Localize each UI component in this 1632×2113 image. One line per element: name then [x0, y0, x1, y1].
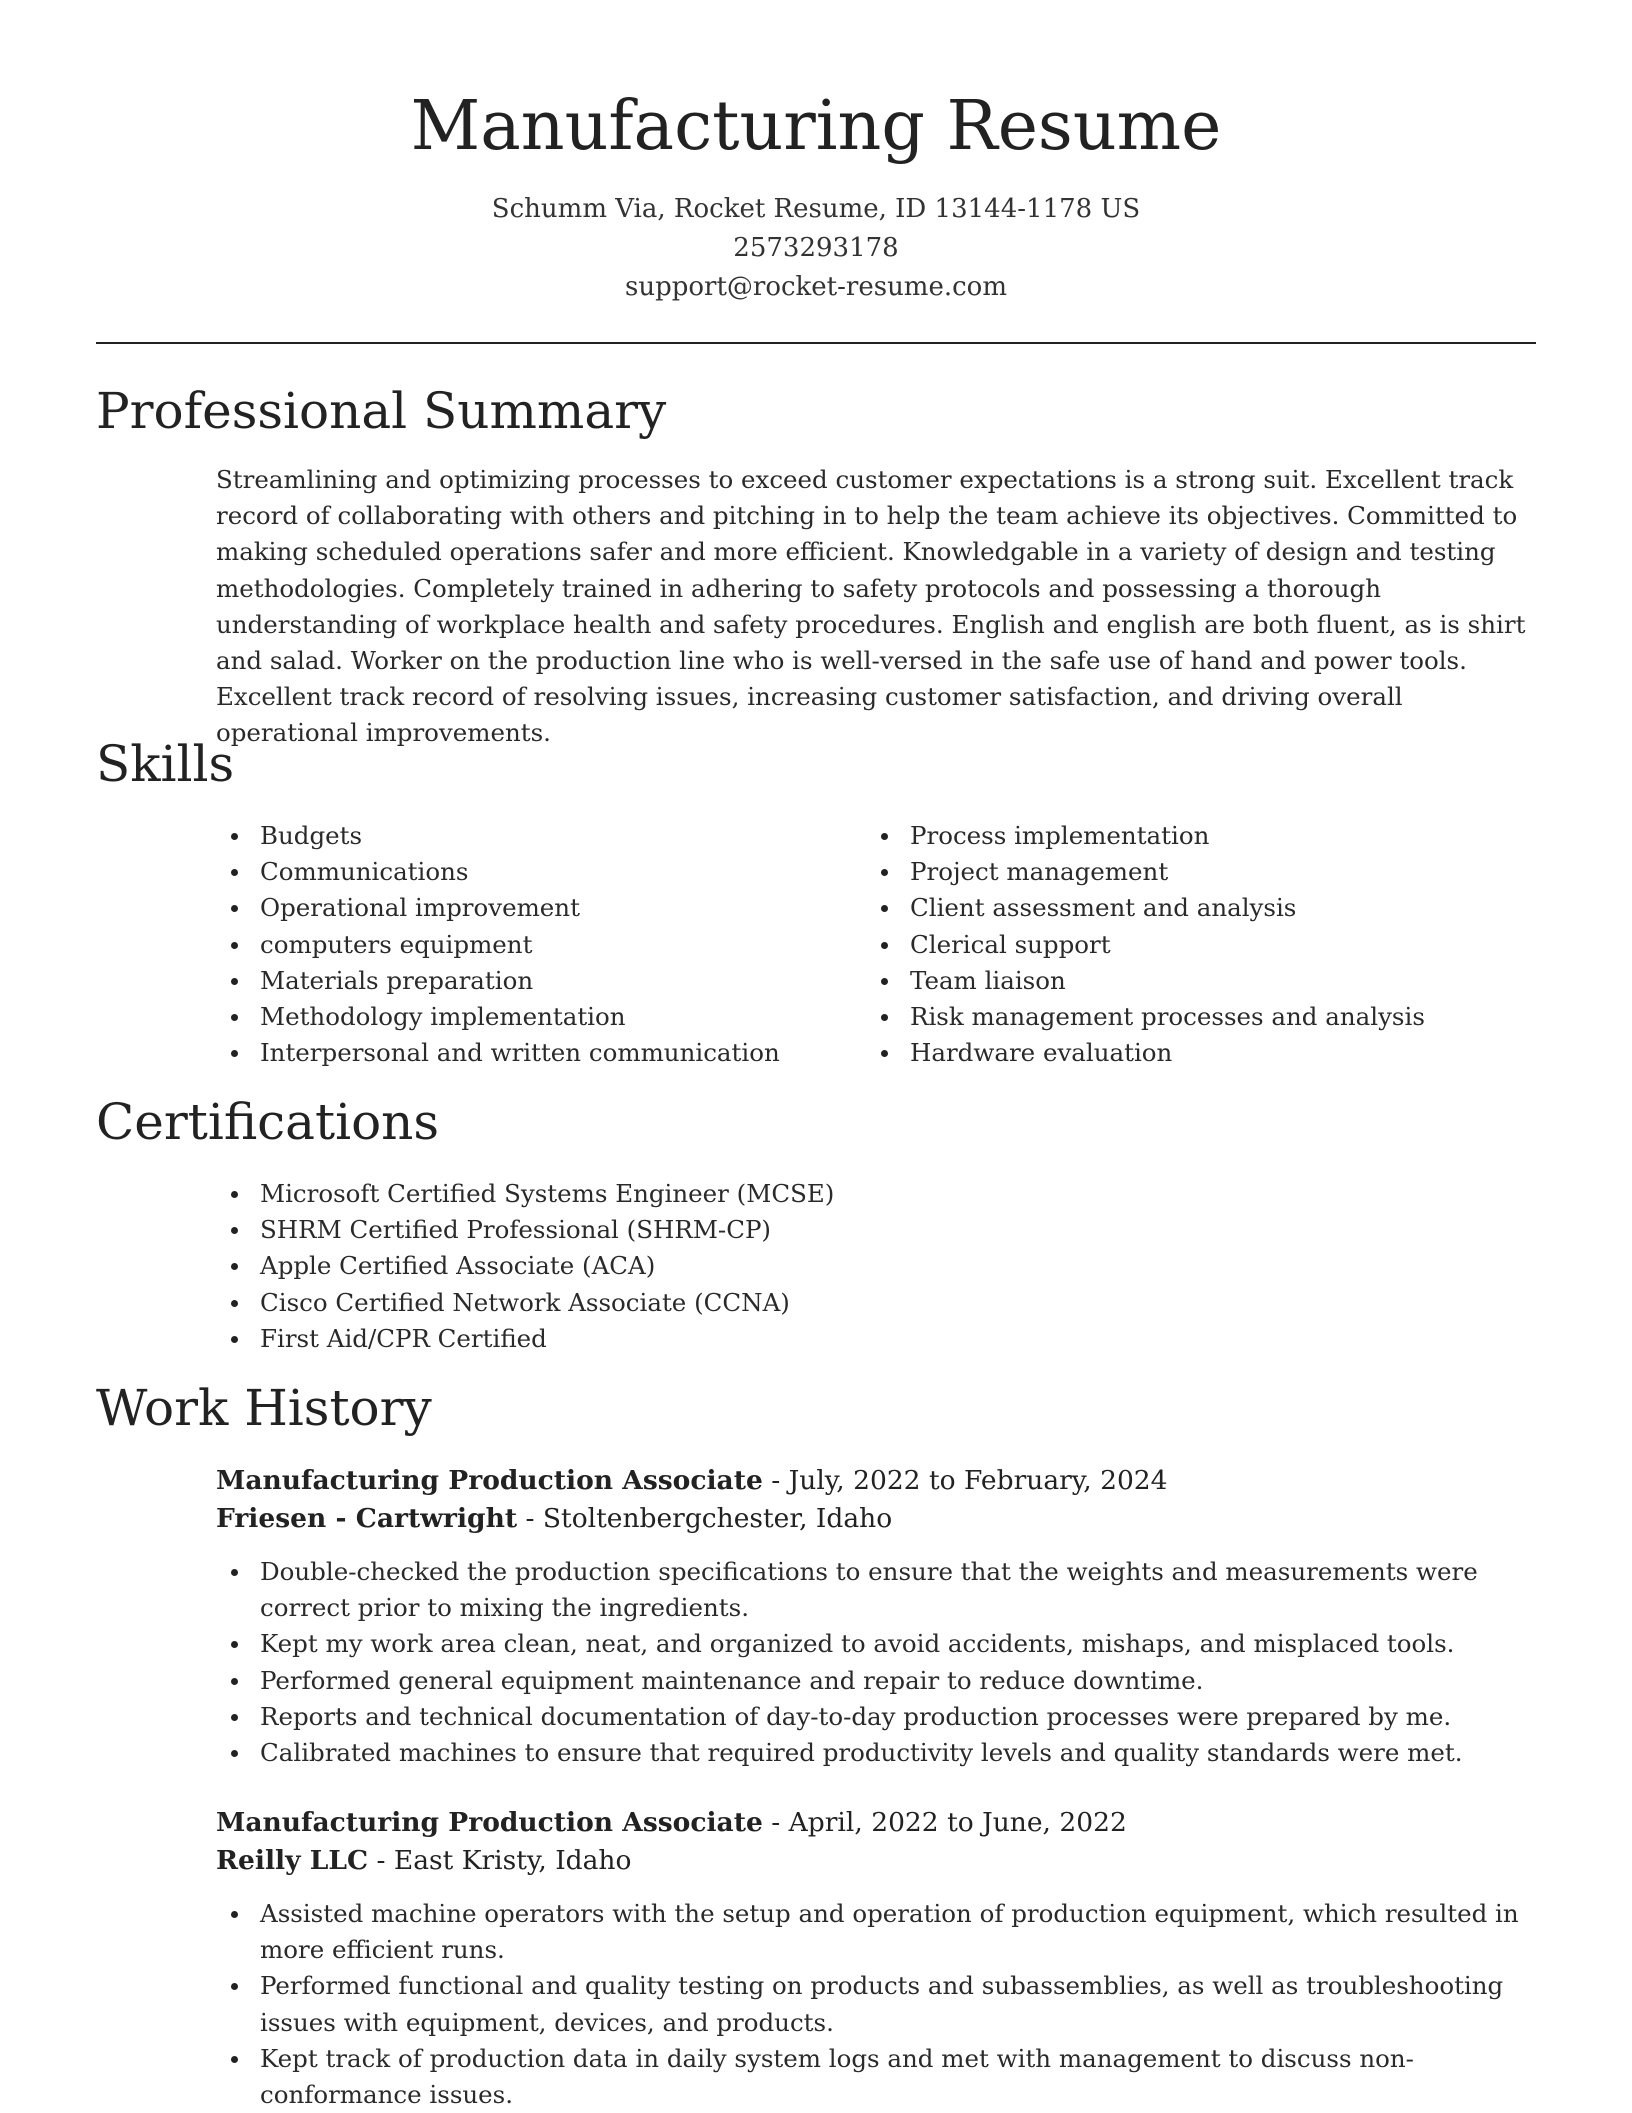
job-entry	[216, 1804, 1541, 2113]
job-duty-item: Assisted machine operators with the setup and operation of production equipment, which resulted in more efficient runs.	[216, 1896, 1541, 1968]
job-duty-item: Kept track of production data in daily system logs and met with management to discuss non-conformance issues.	[216, 2041, 1541, 2113]
certifications-list	[216, 1176, 1536, 1357]
skills-list-left	[216, 818, 836, 1071]
job-dates: April, 2022 to June, 2022	[788, 1807, 1127, 1838]
job-separator: -	[517, 1503, 543, 1534]
skill-item: Communications	[216, 854, 836, 890]
certification-item: Apple Certified Associate (ACA)	[216, 1248, 1536, 1284]
skill-item: Budgets	[216, 818, 836, 854]
job-location: Stoltenbergchester, Idaho	[542, 1503, 893, 1534]
skill-item: Project management	[866, 854, 1486, 890]
skill-item: Client assessment and analysis	[866, 890, 1486, 926]
job-duties-list	[216, 1554, 1541, 1771]
job-heading	[216, 1804, 1541, 1842]
skill-item: Materials preparation	[216, 963, 836, 999]
section-title-work-history: Work History	[96, 1379, 432, 1437]
job-duty-item: Calibrated machines to ensure that required productivity levels and quality standards were met.	[216, 1735, 1541, 1771]
job-company: Reilly LLC	[216, 1845, 369, 1876]
resume-header	[96, 82, 1536, 307]
job-entry	[216, 1462, 1541, 1771]
job-duty-item: Kept my work area clean, neat, and organized to avoid accidents, mishaps, and misplaced tools.	[216, 1626, 1541, 1662]
certification-item: Microsoft Certified Systems Engineer (MCSE)	[216, 1176, 1536, 1212]
skill-item: Hardware evaluation	[866, 1035, 1486, 1071]
job-separator: -	[762, 1465, 789, 1496]
job-employer	[216, 1500, 1541, 1538]
professional-summary-text: Streamlining and optimizing processes to exceed customer expectations is a strong suit. Excellent track record of collaborating with others and pitching in to help the team achieve its objectives. Committed to making scheduled operations safer and more efficient. Knowledgable in a variety of design and testing methodologies. Completely trained in adhering to safety protocols and possessing a thorough understanding of workplace health and safety procedures. English and english are both fluent, as is shirt and salad. Worker on the production line who is well-versed in the safe use of hand and power tools. Excellent track record of resolving issues, increasing customer satisfaction, and driving overall operational improvements.	[216, 465, 1526, 748]
certification-item: SHRM Certified Professional (SHRM-CP)	[216, 1212, 1536, 1248]
header-divider	[96, 342, 1536, 344]
skills-list-right	[866, 818, 1486, 1071]
contact-email: support@rocket-resume.com	[624, 272, 1007, 302]
skill-item: computers equipment	[216, 927, 836, 963]
resume-title: Manufacturing Resume	[410, 87, 1222, 166]
skill-item: Process implementation	[866, 818, 1486, 854]
section-title-summary: Professional Summary	[96, 382, 667, 440]
section-title-skills: Skills	[96, 735, 235, 793]
job-title: Manufacturing Production Associate	[216, 1465, 763, 1496]
contact-address: Schumm Via, Rocket Resume, ID 13144-1178 US	[491, 194, 1141, 224]
contact-phone: 2573293178	[733, 233, 899, 263]
section-title-certifications: Certifications	[96, 1093, 440, 1151]
skill-item: Operational improvement	[216, 890, 836, 926]
job-duties-list	[216, 1896, 1541, 2113]
job-heading	[216, 1462, 1541, 1500]
skill-item: Team liaison	[866, 963, 1486, 999]
skill-item: Risk management processes and analysis	[866, 999, 1486, 1035]
job-company: Friesen - Cartwright	[216, 1503, 518, 1534]
job-duty-item: Reports and technical documentation of day-to-day production processes were prepared by me.	[216, 1699, 1541, 1735]
job-duty-item: Performed general equipment maintenance and repair to reduce downtime.	[216, 1663, 1541, 1699]
skill-item: Methodology implementation	[216, 999, 836, 1035]
job-duty-item: Performed functional and quality testing on products and subassemblies, as well as troubleshooting issues with equipment, devices, and products.	[216, 1968, 1541, 2040]
skill-item: Clerical support	[866, 927, 1486, 963]
job-employer	[216, 1842, 1541, 1880]
certification-item: First Aid/CPR Certified	[216, 1321, 1536, 1357]
job-dates: July, 2022 to February, 2024	[788, 1465, 1168, 1496]
job-duty-item: Double-checked the production specifications to ensure that the weights and measurements were correct prior to mixing the ingredients.	[216, 1554, 1541, 1626]
job-separator: -	[762, 1807, 789, 1838]
job-title: Manufacturing Production Associate	[216, 1807, 763, 1838]
skill-item: Interpersonal and written communication	[216, 1035, 836, 1071]
certification-item: Cisco Certified Network Associate (CCNA)	[216, 1285, 1536, 1321]
job-location: East Kristy, Idaho	[393, 1845, 632, 1876]
job-separator: -	[368, 1845, 394, 1876]
